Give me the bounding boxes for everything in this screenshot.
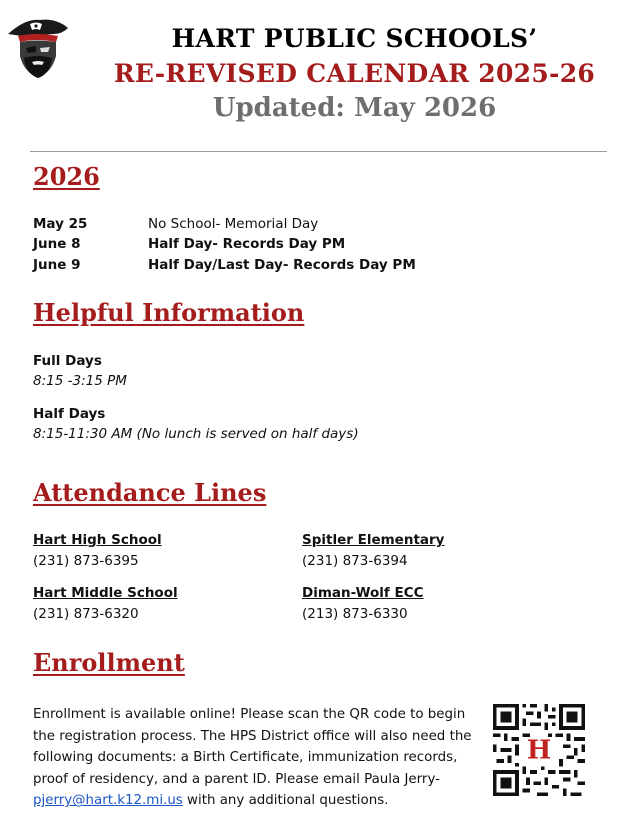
title-school: HART PUBLIC SCHOOLS’ xyxy=(171,24,538,53)
event-desc: No School- Memorial Day xyxy=(148,216,319,232)
school-name: Diman-Wolf ECC xyxy=(302,585,424,601)
qr-code-icon[interactable] xyxy=(493,704,585,796)
enrollment-body: Enrollment is available online! Please scan the QR code to begin the registration process. The HPS District office will also need the following documents: a Birth Certificate, immunization records, proof of residency, and a parent ID. Please email Paula Jerry- xyxy=(33,707,472,787)
half-days-label: Half Days xyxy=(33,406,106,422)
enrollment-text xyxy=(33,704,473,812)
title-calendar: RE-REVISED CALENDAR 2025-26 xyxy=(113,59,596,88)
school-name: Spitler Elementary xyxy=(302,532,445,548)
qr-letter: H xyxy=(526,735,552,766)
section-title-enrollment: Enrollment xyxy=(33,648,185,677)
header-divider xyxy=(30,151,607,152)
school-name: Hart High School xyxy=(33,532,162,548)
event-date: June 8 xyxy=(33,236,81,252)
event-desc: Half Day/Last Day- Records Day PM xyxy=(148,257,416,273)
title-updated: Updated: May 2026 xyxy=(212,93,497,123)
school-phone: (213) 873-6330 xyxy=(302,606,408,622)
school-phone: (231) 873-6395 xyxy=(33,553,139,569)
school-phone: (231) 873-6394 xyxy=(302,553,408,569)
half-days-time: 8:15-11:30 AM (No lunch is served on half days) xyxy=(33,426,359,442)
event-desc: Half Day- Records Day PM xyxy=(148,236,346,252)
pirate-mascot-icon xyxy=(6,12,70,80)
section-title-attendance: Attendance Lines xyxy=(33,478,267,507)
section-title-2026: 2026 xyxy=(33,162,100,191)
school-phone: (231) 873-6320 xyxy=(33,606,139,622)
school-name: Hart Middle School xyxy=(33,585,178,601)
email-link[interactable]: pjerry@hart.k12.mi.us xyxy=(33,793,183,809)
full-days-label: Full Days xyxy=(33,353,102,369)
enrollment-body-end: with any additional questions. xyxy=(182,793,389,809)
event-date: June 9 xyxy=(33,257,81,273)
event-date: May 25 xyxy=(33,216,88,232)
full-days-time: 8:15 -3:15 PM xyxy=(33,373,127,389)
section-title-helpful: Helpful Information xyxy=(33,298,305,327)
